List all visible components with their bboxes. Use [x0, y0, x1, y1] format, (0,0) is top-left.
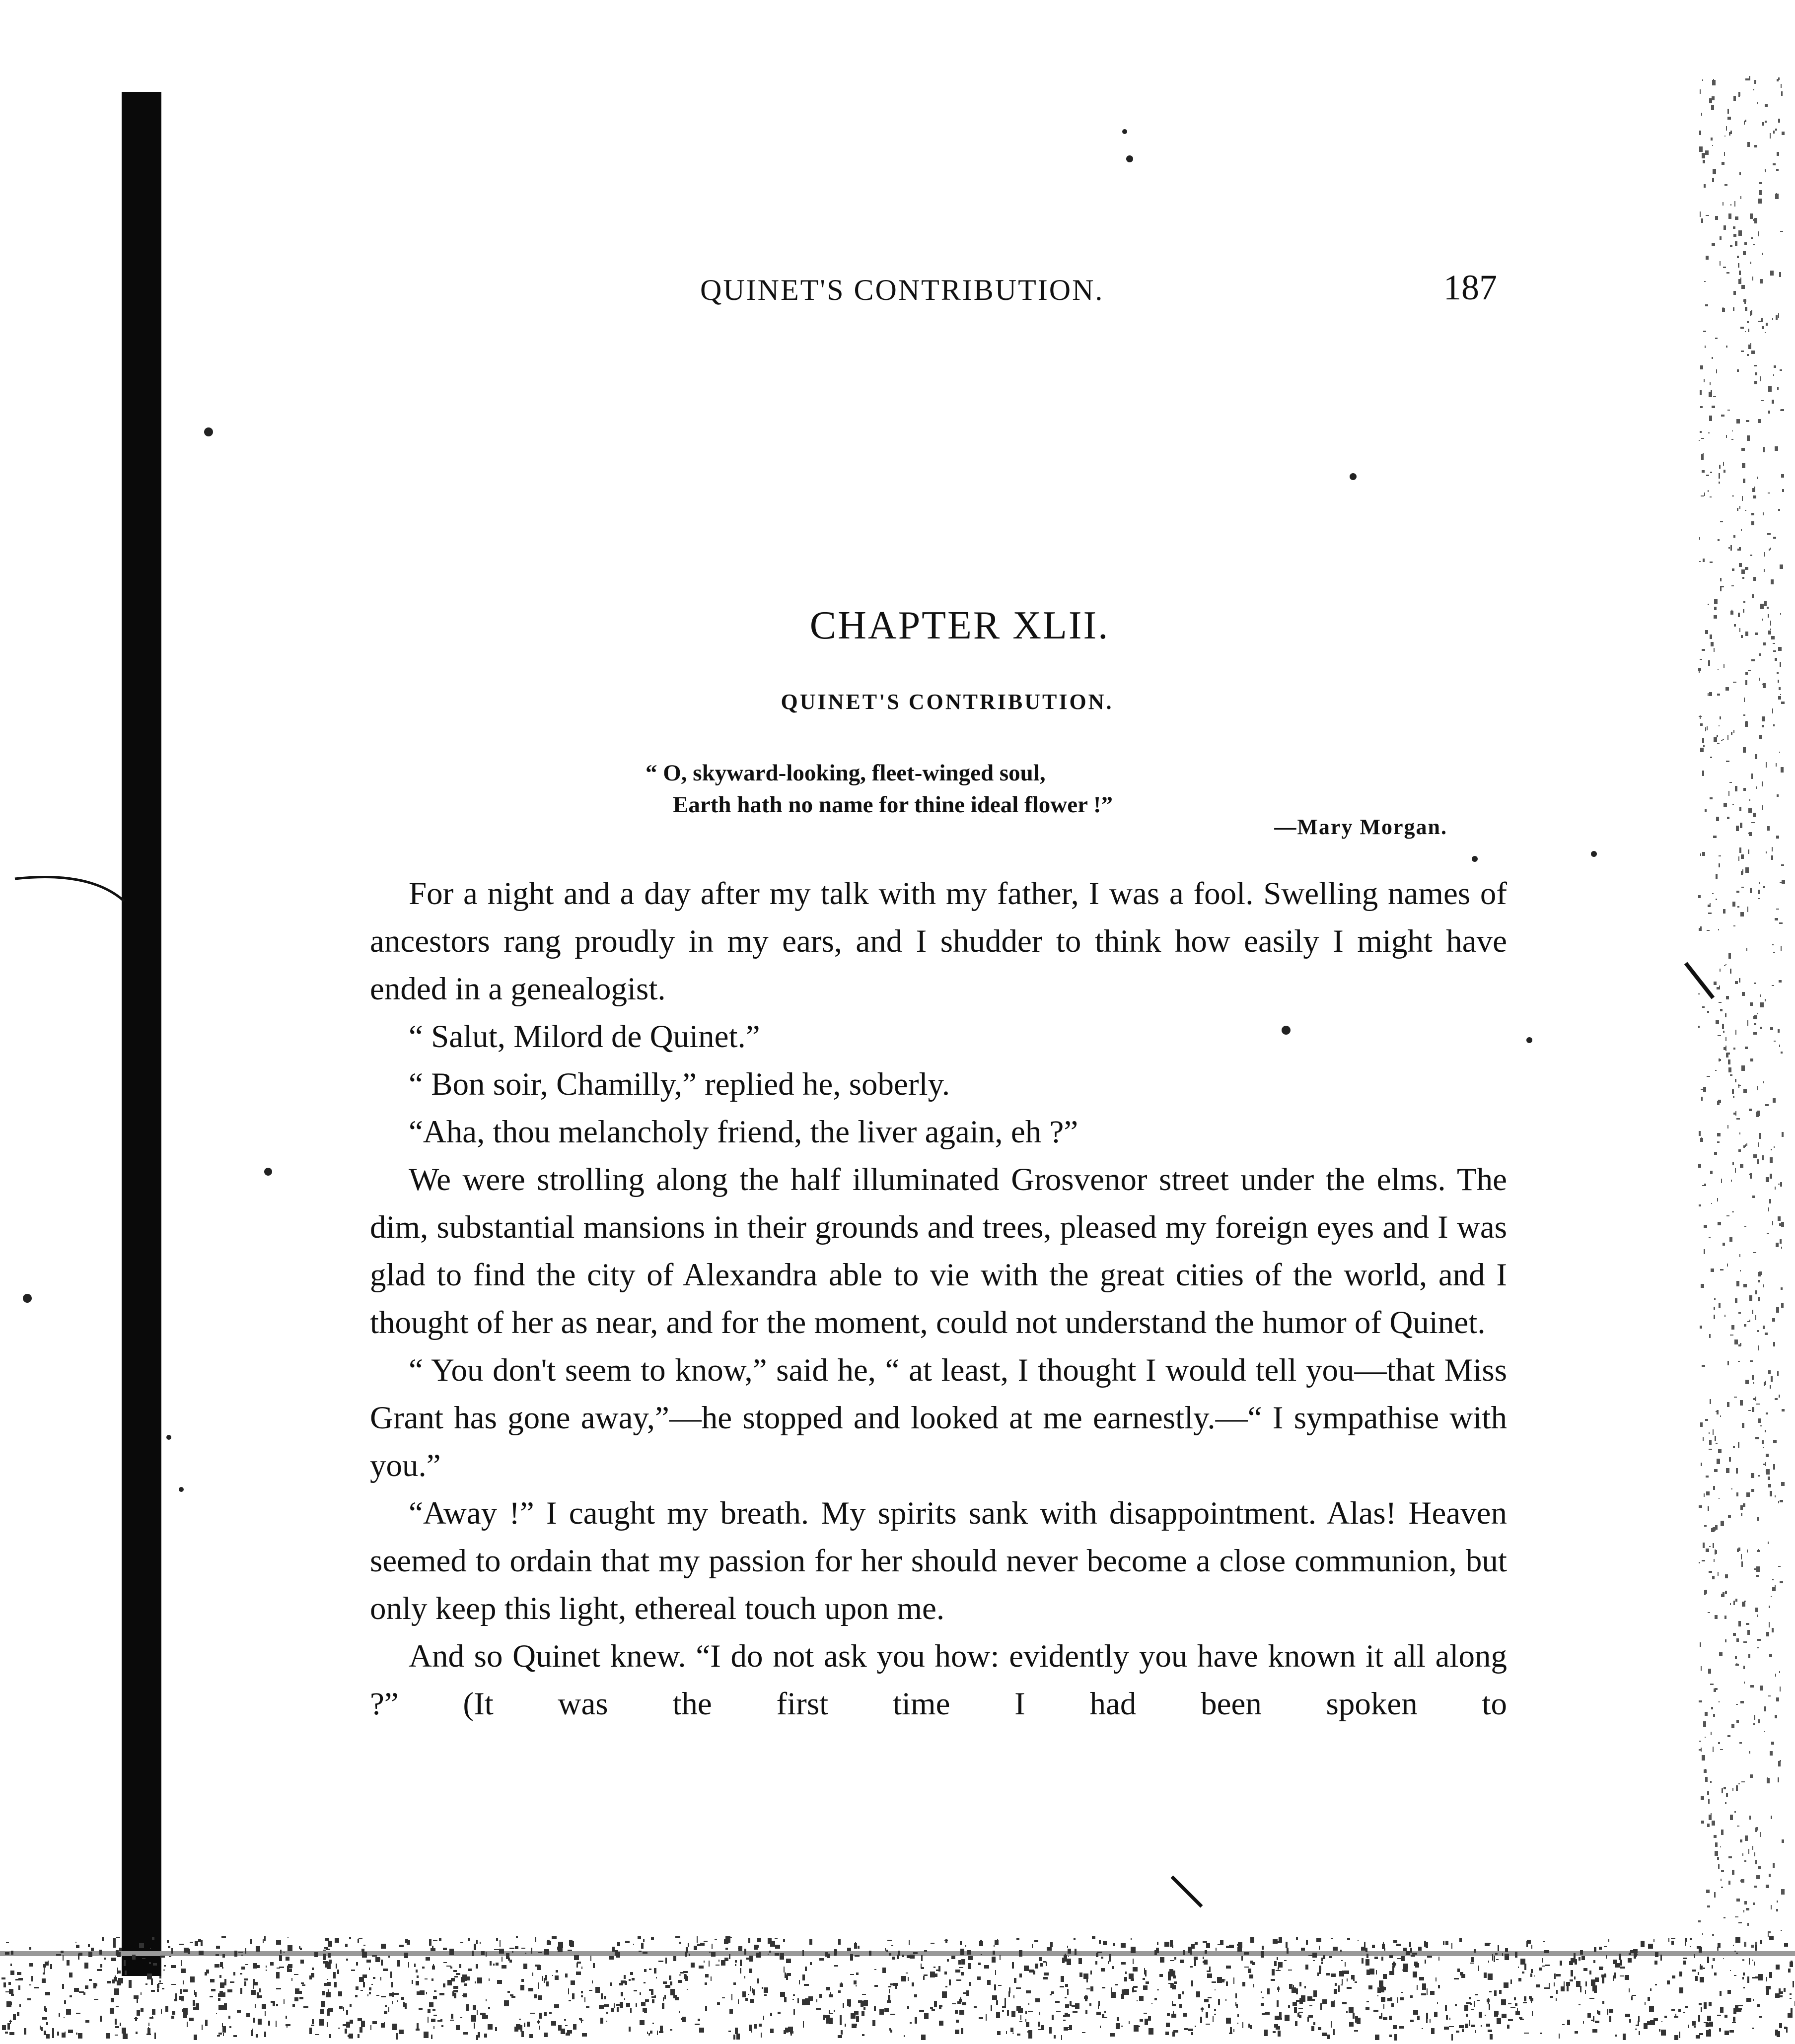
scan-binding-shadow — [122, 92, 161, 1976]
running-head — [367, 263, 1505, 313]
scan-edge-noise-right — [1698, 74, 1793, 1961]
chapter-title: QUINET'S CONTRIBUTION. — [781, 690, 1114, 714]
scan-edge-noise-bottom — [0, 1926, 1795, 2044]
chapter-number: CHAPTER XLII. — [809, 604, 1110, 647]
paragraph-6: “ You don't seem to know,” said he, “ at least, I thought I would tell you—that Miss Grant has gone away,”—he stopped and looked at me earnestly.—“ I sympathise with you.” — [370, 1352, 1507, 1483]
running-head-title: QUINET'S CONTRIBUTION. — [700, 274, 1104, 306]
paragraph-1: For a night and a day after my talk with my father, I was a fool. Swelling names of ancestors rang proudly in my ears, and I shudder to think how easily I might have ended in a genealogist. — [370, 876, 1507, 1007]
epigraph-attribution: —Mary Morgan. — [1274, 815, 1447, 839]
epigraph-line-1: “ O, skyward-looking, fleet-winged soul, — [646, 760, 1046, 786]
paragraph-3: “ Bon soir, Chamilly,” replied he, soberly. — [409, 1066, 950, 1102]
body-text — [370, 870, 1507, 1728]
paragraph-4: “Aha, thou melancholy friend, the liver again, eh ?” — [409, 1114, 1078, 1150]
paragraph-5: We were strolling along the half illuminated Grosvenor street under the elms. The dim, substantial mansions in their grounds and trees, pleased my foreign eyes and I was glad to find the city of Alexandra able to vie with the great cities of the world, and I thought of her as near, and for the moment, could not understand the humor of Quinet. — [370, 1162, 1507, 1340]
page-number: 187 — [1443, 268, 1497, 307]
epigraph — [646, 757, 1113, 821]
epigraph-line-2: Earth hath no name for thine ideal flower !” — [673, 792, 1113, 818]
paragraph-2: “ Salut, Milord de Quinet.” — [409, 1019, 760, 1055]
paragraph-8: And so Quinet knew. “I do not ask you how: evidently you have known it all along ?” (It was the first time I had been spoken to — [370, 1638, 1507, 1722]
paragraph-7: “Away !” I caught my breath. My spirits sank with disappointment. Alas! Heaven seemed to ordain that my passion for her should never become a close communion, but only keep this light, ethereal touch upon me. — [370, 1495, 1507, 1626]
